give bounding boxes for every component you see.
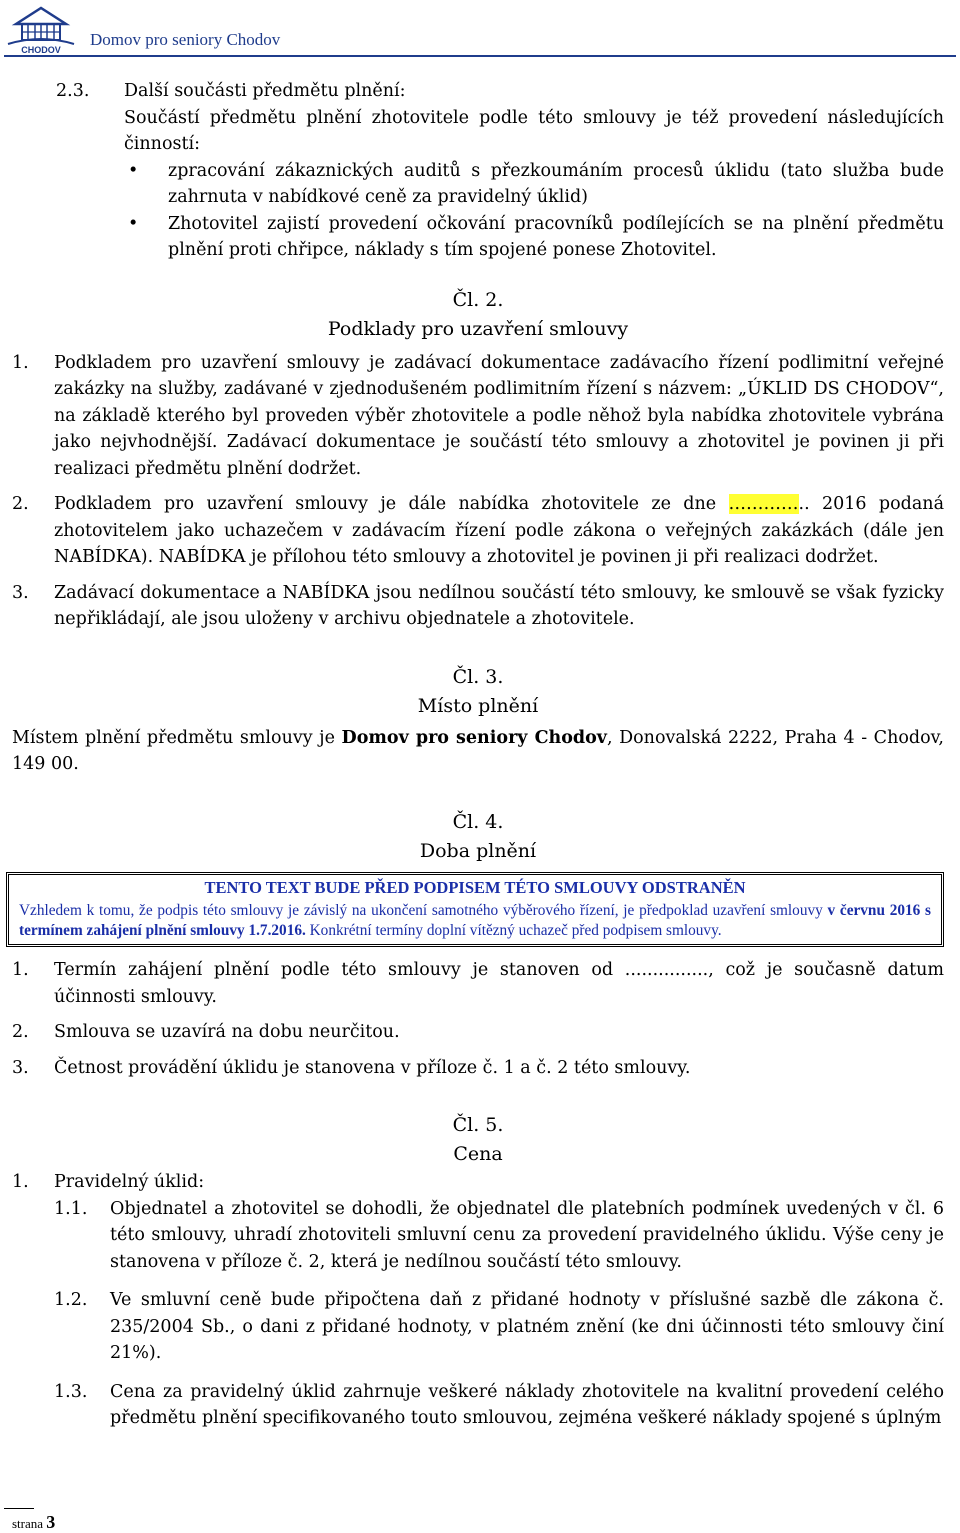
list-item: • zpracování zákaznických auditů s přezkoumáním procesů úklidu (tato služba bude zahrnuta v nabídkové ceně za pravidelný úklid) [168,158,944,211]
notice-title: TENTO TEXT BUDE PŘED PODPISEM TÉTO SMLOUVY ODSTRANĚN [204,877,746,897]
page-header [0,0,960,58]
clause-number: 2. [12,494,29,514]
notice-text: Vzhledem k tomu, že podpis této smlouvy je závislý na ukončení samotného výběrového řízení, je předpoklad uzavření smlouvy v červnu 2016 s termínem zahájení plnění smlouvy 1.7.2016. Konkrétní termíny doplní vítězný uchazeč před podpisem smlouvy. [19,902,931,939]
clause-number: 2. [12,1022,29,1042]
article-2-number: Čl. 2. [452,288,504,311]
subclause-number: 1.1. [54,1198,88,1219]
place-of-performance: Místem plnění předmětu smlouvy je Domov pro seniory Chodov, Donovalská 2222, Praha 4 - Chodov, 149 00. [12,727,944,774]
subclause-number: 1.3. [54,1381,88,1402]
section-number: 2.3. [56,81,90,101]
clause-number: 3. [12,582,29,603]
subclause-text: Objednatel a zhotovitel se dohodli, že objednatel dle platebních podmínek uvedených v čl. 6 této smlouvy, uhradí zhotoviteli smluvní cenu za provedení pravidelného úklidu. Výše ceny je stanovena v příloze č. 2, která je nedílnou součástí této smlouvy. [110,1198,944,1272]
clause-item [12,957,944,1010]
clause-text: Četnost provádění úklidu je stanovena v příloze č. 1 a č. 2 této smlouvy. [54,1057,691,1078]
clause-item [12,1055,944,1082]
clause-item [12,1169,944,1196]
clause-item [12,491,944,571]
clause-item [12,580,944,633]
clause-item [12,1019,944,1046]
footer-rule [4,1508,34,1509]
article-4-number: Čl. 4. [452,810,504,833]
subclause-text: Cena za pravidelný úklid zahrnuje veškeré náklady zhotovitele na kvalitní provedení celého předmětu plnění specifikovaného touto smlouvou, zejména veškeré náklady spojené s úplným [110,1381,944,1428]
svg-text:CHODOV: CHODOV [21,45,61,55]
date-placeholder: ………… [728,494,799,514]
subclause-item [54,1287,944,1367]
clause-number: 3. [12,1057,29,1078]
subclause-item [54,1196,944,1276]
clause-text: Smlouva se uzavírá na dobu neurčitou. [54,1022,400,1042]
page-label: strana [12,1516,44,1531]
article-5-title: Cena [453,1143,503,1165]
list-item: • Zhotovitel zajistí provedení očkování pracovníků podílejících se na plnění předmětu plnění proti chřipce, náklady s tím spojené ponese Zhotovitel. [168,211,944,264]
clause-text: Termín zahájení plnění podle této smlouvy je stanoven od ..............., což je současně datum účinnosti smlouvy. [54,960,944,1007]
clause-number: 1. [12,352,29,373]
section-intro: Součástí předmětu plnění zhotovitele podle této smlouvy je též provedení následujících činností: [124,107,944,154]
header-rule [4,55,956,57]
clause-number: 1. [12,1172,29,1192]
chodov-logo [6,2,76,56]
clause-text: Podkladem pro uzavření smlouvy je dále nabídka zhotovitele ze dne ………….. 2016 podaná zhotovitelem jako uchazečem v zadávacím řízení podle zákona o veřejných zakázkách (dále jen NABÍDKA). NABÍDKA je přílohou této smlouvy a zhotovitel je povinen ji při realizaci dodržet. [54,494,944,567]
article-5-number: Čl. 5. [452,1114,504,1136]
page-footer [12,1512,55,1533]
clause-text: Pravidelný úklid: [54,1172,205,1192]
notice-box [6,872,944,948]
article-3-number: Čl. 3. [452,665,504,688]
section-2-3 [12,78,944,264]
clause-item [12,350,944,483]
clause-text: Zadávací dokumentace a NABÍDKA jsou nedílnou součástí této smlouvy, ke smlouvě se však fyzicky nepřikládají, ale jsou uloženy v archivu objednatele a zhotovitele. [54,582,944,629]
document-body [12,78,944,1432]
clause-number: 1. [12,960,29,980]
page-number: 3 [46,1512,56,1532]
bullet-list [12,158,944,264]
subclause-number: 1.2. [54,1290,88,1310]
article-2-title: Podklady pro uzavření smlouvy [327,317,629,340]
clause-text: Podkladem pro uzavření smlouvy je zadávací dokumentace zadávacího řízení podlimitní veřejné zakázky na služby, zadávané v zjednodušeném podlimitním řízení s názvem: „ÚKLID DS CHODOV“, na základě kterého byl proveden výběr zhotovitele a podle něhož byla nabídka zhotovitele vybrána jako nejvhodnější. Zadávací dokumentace je součástí této smlouvy a zhotovitel je povinen ji při realizaci předmětu plnění dodržet. [54,352,944,479]
subclause-item [54,1379,944,1432]
article-3-title: Místo plnění [417,694,539,717]
article-4-title: Doba plnění [419,839,537,862]
header-title: Domov pro seniory Chodov [90,30,281,49]
subclause-text: Ve smluvní ceně bude připočtena daň z přidané hodnoty v příslušné sazbě dle zákona č. 235/2004 Sb., o dani z přidané hodnoty, v platném znění (ke dni účinnosti této smlouvy činí 21%). [110,1290,944,1363]
section-title: Další součásti předmětu plnění: [124,81,406,101]
